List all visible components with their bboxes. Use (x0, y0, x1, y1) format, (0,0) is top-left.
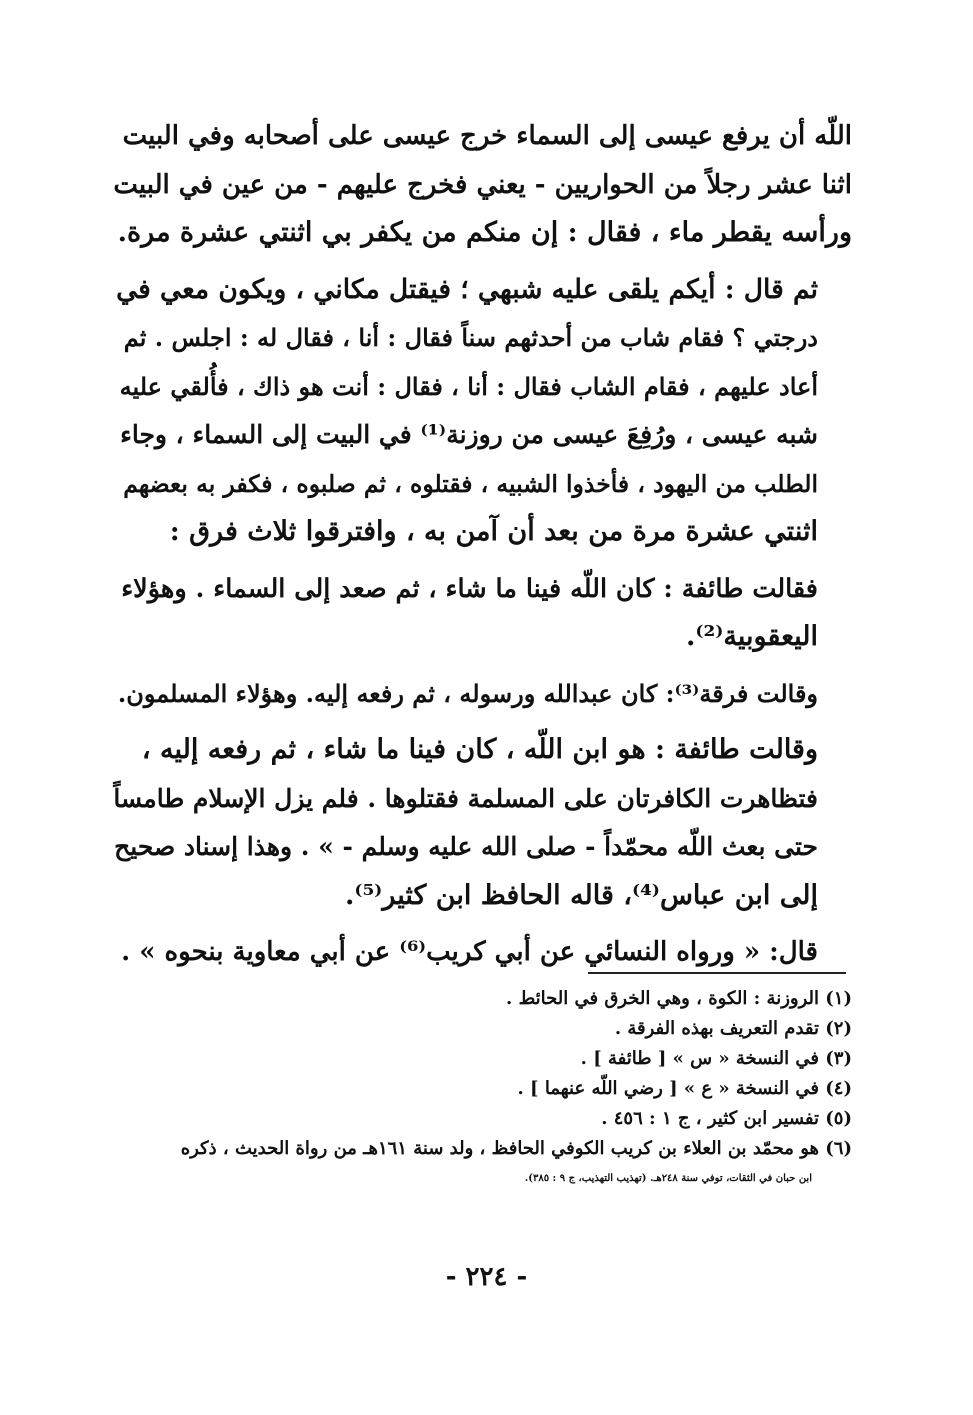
footnote-2: (٢) تقدم التعريف بهذه الفرقة . (614, 1018, 852, 1039)
paragraph-4 (112, 670, 852, 719)
text-line: اثنا عشر رجلاً من الحواريين - يعني فخرج عليهم - من عين في البيت (113, 169, 852, 200)
text-line: اثنتي عشرة مرة من بعد أن آمن به ، وافترقوا ثلاث فرق : (169, 516, 818, 547)
text-line: وقالت فرقة⁽³⁾: كان عبدالله ورسوله ، ثم رفعه إليه. وهؤلاء المسلمون. (117, 678, 818, 708)
paragraph-6 (112, 928, 852, 977)
footnote-5: (٥) تفسير ابن كثير ، ج ١ : ٤٥٦ . (601, 1108, 852, 1129)
text-line: اليعقوبية⁽²⁾. (686, 621, 818, 652)
text-line: فتظاهرت الكافرتان على المسلمة فقتلوها . فلم يزل الإسلام طامساً (113, 783, 818, 813)
page-number: - ٢٢٤ - (445, 1262, 528, 1292)
text-line: الطلب من اليهود ، فأخذوا الشبيه ، فقتلوه ، ثم صلبوه ، فكفر به بعضهم (123, 469, 818, 498)
text-line: أعاد عليهم ، فقام الشاب فقال : أنا ، فقال : أنت هو ذاك ، فأُلقي عليه (119, 371, 818, 401)
footnote-separator (588, 972, 846, 974)
text-line: ثم قال : أيكم يلقى عليه شبهي ؛ فيقتل مكاني ، ويكون معي في (116, 273, 818, 305)
paragraph-1 (112, 112, 852, 258)
footnote-6-continuation: ابن حبان في الثقات، توفي سنة ٢٤٨هـ. (تهذيب التهذيب، ج ٩ : ٣٨٥). (524, 1173, 812, 1184)
paragraph-3 (112, 565, 852, 662)
text-line: فقالت طائفة : كان اللّه فينا ما شاء ، ثم صعد إلى السماء . وهؤلاء (121, 573, 818, 604)
text-line: قال: « ورواه النسائي عن أبي كريب⁽⁶⁾ عن أبي معاوية بنحوه » . (121, 937, 818, 967)
footnote-3: (٣) في النسخة « س » [ طائفة ] . (580, 1048, 852, 1069)
footnote-4: (٤) في النسخة « ع » [ رضي اللّه عنهما ] . (517, 1078, 852, 1099)
footnotes (112, 984, 852, 1194)
footnote-1: (١) الروزنة : الكوة ، وهي الخرق في الحائط . (506, 988, 852, 1009)
text-line: حتى بعث اللّه محمّداً - صلى الله عليه وسلم - » . وهذا إسناد صحيح (114, 832, 818, 861)
text-line: ورأسه يقطر ماء ، فقال : إن منكم من يكفر بي اثنتي عشرة مرة. (117, 217, 852, 248)
footnote-6: (٦) هو محمّد بن العلاء بن كريب الكوفي الحافظ ، ولد سنة ١٦١هـ من رواة الحديث ، ذكره (180, 1138, 852, 1159)
text-line: درجتي ؟ فقام شاب من أحدثهم سناً فقال : أنا ، فقال له : اجلس . ثم (123, 323, 818, 352)
text-line: وقالت طائفة : هو ابن اللّه ، كان فينا ما شاء ، ثم رفعه إليه ، (141, 734, 818, 765)
text-line: اللّه أن يرفع عيسى إلى السماء خرج عيسى على أصحابه وفي البيت (122, 121, 852, 151)
text-line: إلى ابن عباس⁽⁴⁾، قاله الحافظ ابن كثير⁽⁵⁾. (345, 879, 818, 911)
paragraph-2 (112, 266, 852, 557)
main-text (112, 112, 852, 977)
paragraph-5 (112, 726, 852, 920)
text-line: شبه عيسى ، ورُفِعَ عيسى من روزنة⁽¹⁾ في البيت إلى السماء ، وجاء (120, 420, 818, 449)
